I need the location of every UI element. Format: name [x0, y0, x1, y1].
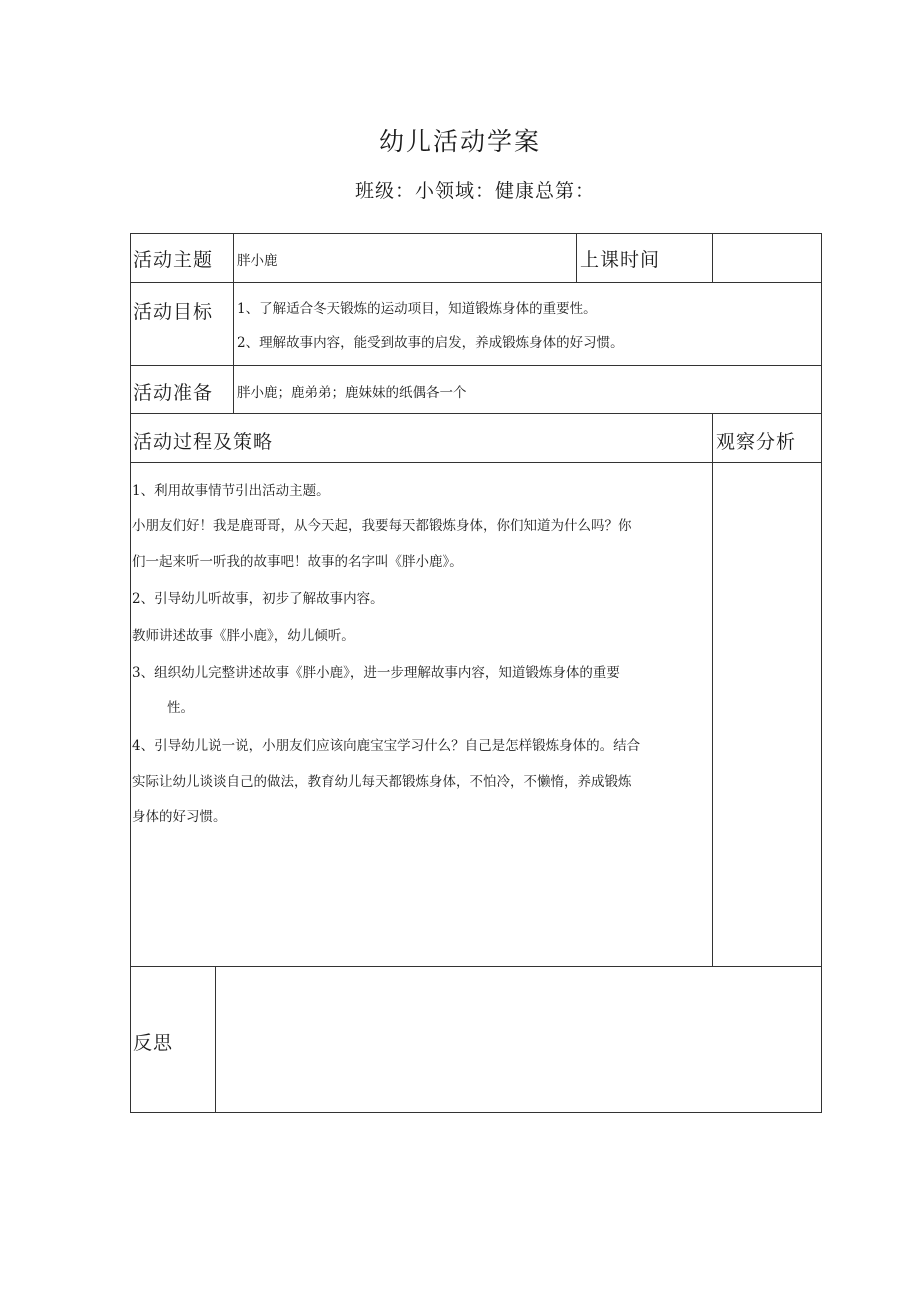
process-line: 教师讲述故事《胖小鹿》，幼儿倾听。	[132, 628, 355, 644]
col-divider	[215, 966, 216, 1112]
table-border-bottom	[130, 1112, 822, 1113]
row-divider	[130, 966, 822, 967]
page-title: 幼儿活动学案	[378, 127, 541, 156]
process-line: 1、利用故事情节引出活动主题。	[132, 483, 330, 499]
time-label: 上课时间	[580, 249, 661, 271]
row-divider	[130, 413, 822, 414]
process-line: 4、引导幼儿说一说，小朋友们应该向鹿宝宝学习什么？自己是怎样锻炼身体的。结合	[132, 738, 641, 754]
observe-label: 观察分析	[716, 431, 797, 453]
goal-item: 2、理解故事内容，能受到故事的启发，养成锻炼身体的好习惯。	[237, 335, 624, 351]
process-line: 们一起来听一听我的故事吧！故事的名字叫《胖小鹿》。	[132, 554, 463, 570]
table-border-right	[821, 233, 822, 1113]
col-divider	[233, 233, 234, 413]
prep-label: 活动准备	[133, 382, 214, 404]
row-divider	[130, 462, 822, 463]
page-subtitle: 班级：小领域：健康总第：	[354, 180, 595, 202]
goal-item: 1、了解适合冬天锻炼的运动项目，知道锻炼身体的重要性。	[237, 301, 597, 317]
theme-value: 胖小鹿	[237, 253, 278, 269]
process-line: 身体的好习惯。	[132, 809, 227, 825]
prep-value: 胖小鹿；鹿弟弟；鹿妹妹的纸偶各一个	[237, 385, 467, 401]
process-label: 活动过程及策略	[133, 431, 274, 453]
process-line: 实际让幼儿谈谈自己的做法，教育幼儿每天都锻炼身体，不怕冷，不懒惰，养成锻炼	[132, 774, 632, 790]
theme-label: 活动主题	[133, 249, 214, 271]
col-divider	[576, 233, 577, 282]
col-divider	[712, 233, 713, 282]
goal-label: 活动目标	[133, 301, 214, 323]
process-line: 小朋友们好！我是鹿哥哥，从今天起，我要每天都锻炼身体，你们知道为什么吗？你	[132, 518, 632, 534]
table-border-left	[130, 233, 131, 1113]
col-divider	[712, 413, 713, 966]
process-line: 2、引导幼儿听故事，初步了解故事内容。	[132, 591, 384, 607]
process-line: 3、组织幼儿完整讲述故事《胖小鹿》，进一步理解故事内容，知道锻炼身体的重要	[132, 665, 620, 681]
reflect-label: 反思	[133, 1032, 174, 1054]
process-line: 性。	[167, 700, 194, 716]
